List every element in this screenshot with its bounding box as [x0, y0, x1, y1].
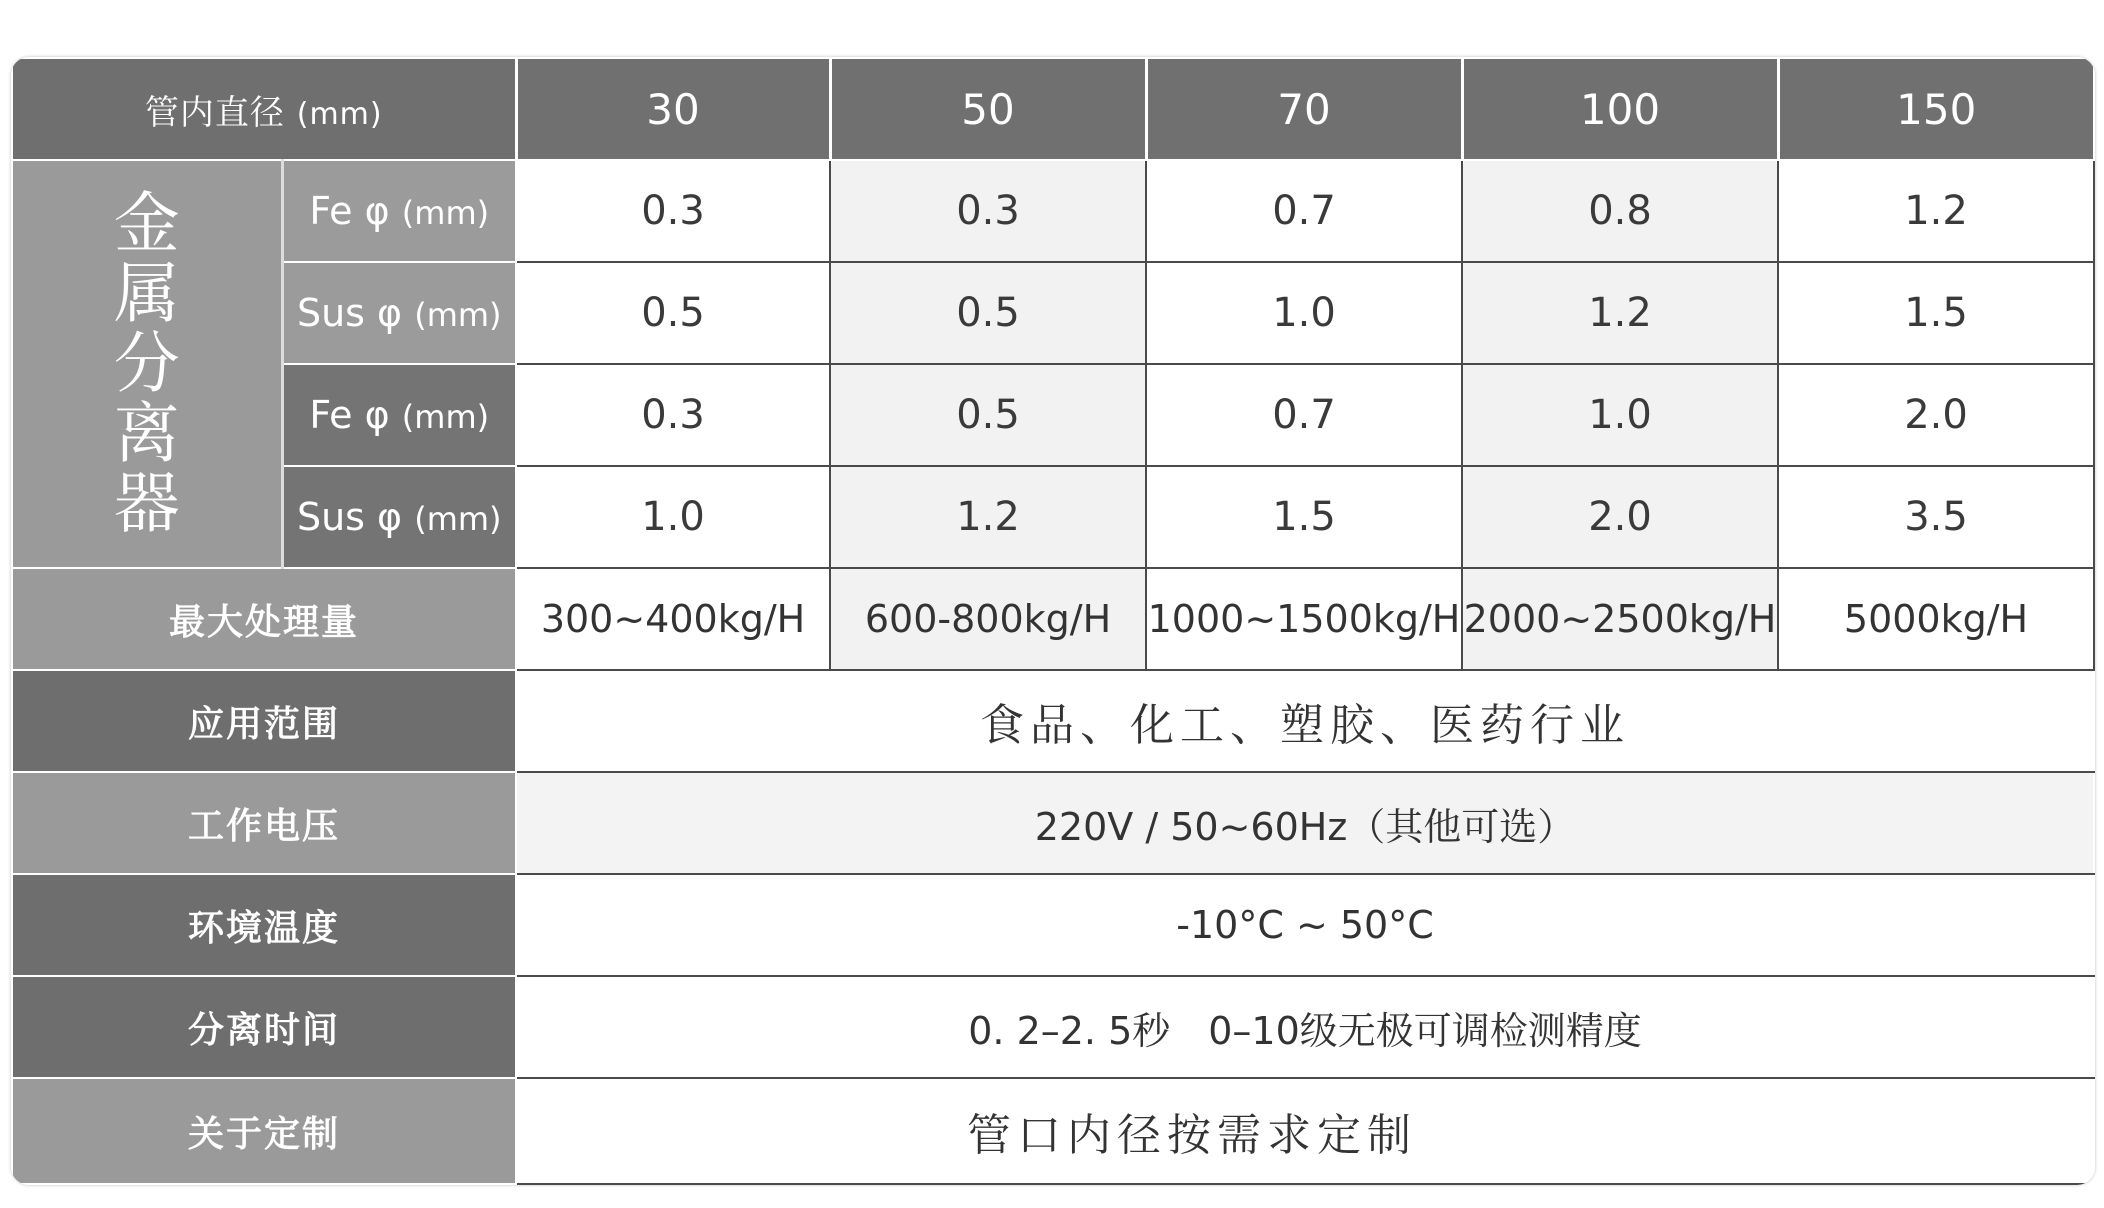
- application-value: 食品、化工、塑胶、医药行业: [516, 670, 2094, 772]
- separation-time-label: 分离时间: [12, 976, 516, 1078]
- table-cell: 1.2: [1778, 160, 2094, 262]
- metal-separator-label: [12, 160, 282, 568]
- table-cell: 3.5: [1778, 466, 2094, 568]
- metal-label-char: 器: [113, 465, 180, 542]
- table-row: [12, 670, 2094, 772]
- table-cell: 2.0: [1778, 364, 2094, 466]
- table-cell: 1.0: [1146, 262, 1462, 364]
- metal-unit: (mm): [401, 398, 490, 436]
- diameter-label: 管内直径: [144, 92, 285, 133]
- spec-table: [11, 57, 2095, 1185]
- application-label: 应用范围: [12, 670, 516, 772]
- table-cell: 0.5: [830, 262, 1146, 364]
- diameter-header: [12, 58, 516, 160]
- metal-unit: (mm): [414, 296, 502, 334]
- table-row: [12, 160, 2094, 262]
- metal-label-char: 金: [113, 185, 180, 262]
- table-row: [12, 568, 2094, 670]
- table-row: [12, 1078, 2094, 1184]
- metal-type: Fe φ: [309, 393, 390, 437]
- table-cell: 1.5: [1778, 262, 2094, 364]
- voltage-value: 220V / 50~60Hz（其他可选）: [516, 772, 2094, 874]
- table-cell: 0.3: [516, 160, 830, 262]
- customization-value: 管口内径按需求定制: [516, 1078, 2094, 1184]
- table-cell: 1000~1500kg/H: [1146, 568, 1462, 670]
- table-row: [12, 262, 2094, 364]
- table-row: [12, 874, 2094, 976]
- metal-unit: (mm): [414, 500, 502, 538]
- sensitivity-label: [282, 364, 516, 466]
- table-cell: 300~400kg/H: [516, 568, 830, 670]
- table-cell: 1.5: [1146, 466, 1462, 568]
- metal-type: Sus φ: [296, 495, 403, 539]
- sensitivity-label: [282, 262, 516, 364]
- table-row: [12, 364, 2094, 466]
- table-cell: 0.5: [516, 262, 830, 364]
- table-cell: 0.7: [1146, 160, 1462, 262]
- size-header-100: 100: [1462, 58, 1778, 160]
- header-row: [12, 58, 2094, 160]
- sensitivity-label: [282, 466, 516, 568]
- size-header-50: 50: [830, 58, 1146, 160]
- temperature-label: 环境温度: [12, 874, 516, 976]
- table-row: [12, 976, 2094, 1078]
- metal-label-char: 离: [113, 395, 180, 472]
- table-cell: 2000~2500kg/H: [1462, 568, 1778, 670]
- table-cell: 1.2: [830, 466, 1146, 568]
- table-cell: 0.8: [1462, 160, 1778, 262]
- max-capacity-label: 最大处理量: [12, 568, 516, 670]
- metal-unit: (mm): [401, 194, 490, 232]
- voltage-label: 工作电压: [12, 772, 516, 874]
- metal-label-char: 属: [113, 255, 180, 332]
- table-row: [12, 772, 2094, 874]
- table-cell: 1.0: [1462, 364, 1778, 466]
- table-cell: 0.7: [1146, 364, 1462, 466]
- table-cell: 0.3: [516, 364, 830, 466]
- size-header-150: 150: [1778, 58, 2094, 160]
- table-cell: 5000kg/H: [1778, 568, 2094, 670]
- diameter-unit: (mm): [296, 96, 383, 132]
- metal-type: Sus φ: [296, 291, 403, 335]
- table-cell: 0.3: [830, 160, 1146, 262]
- customization-label: 关于定制: [12, 1078, 516, 1184]
- sensitivity-label: [282, 160, 516, 262]
- table-row: [12, 466, 2094, 568]
- table-cell: 600-800kg/H: [830, 568, 1146, 670]
- size-header-30: 30: [516, 58, 830, 160]
- size-header-70: 70: [1146, 58, 1462, 160]
- separation-time-value: 0. 2–2. 5秒 0–10级无极可调检测精度: [516, 976, 2094, 1078]
- table-cell: 2.0: [1462, 466, 1778, 568]
- table-cell: 1.0: [516, 466, 830, 568]
- table-cell: 0.5: [830, 364, 1146, 466]
- temperature-value: -10°C ~ 50°C: [516, 874, 2094, 976]
- metal-label-char: 分: [113, 325, 180, 402]
- table-cell: 1.2: [1462, 262, 1778, 364]
- metal-type: Fe φ: [309, 189, 390, 233]
